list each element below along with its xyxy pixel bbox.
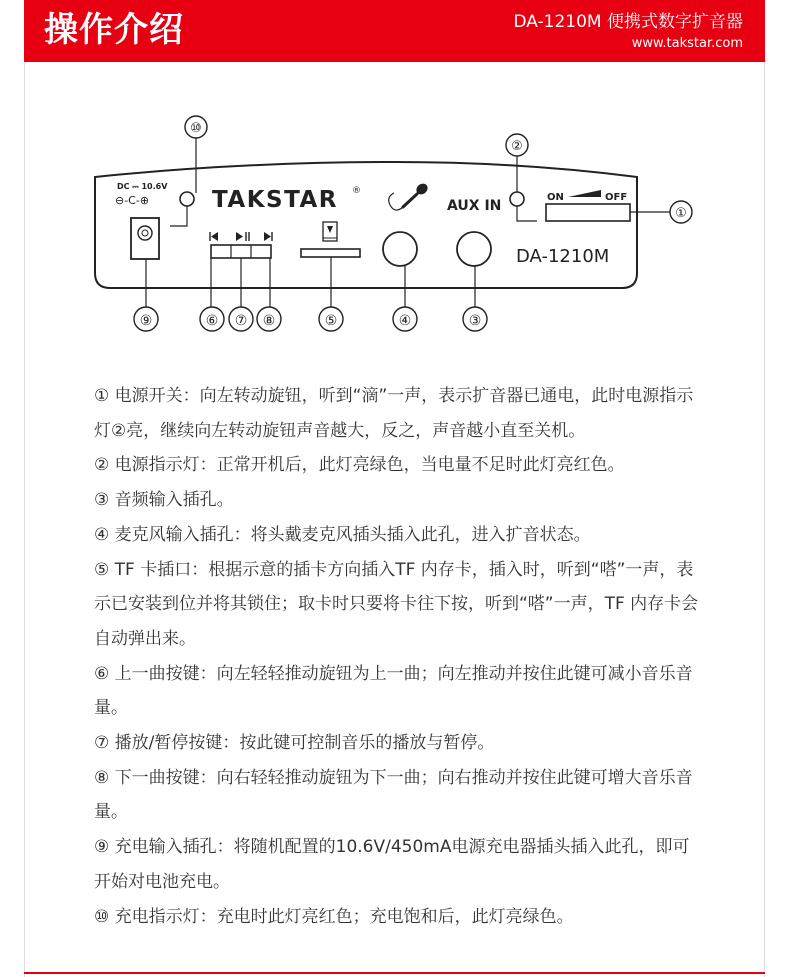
callout-8: ⑧ (262, 313, 276, 329)
mic-input-jack (383, 232, 417, 266)
desc-item-3: ③ 音频输入插孔。 (94, 490, 234, 511)
transport-switch (211, 245, 271, 258)
desc-item-9: ⑨ 充电输入插孔：将随机配置的10.6V/450mA电源充电器插头插入此孔，即可开始对电池充电。 (94, 837, 690, 892)
dc-charge-jack (131, 218, 159, 259)
power-indicator-led (510, 192, 524, 206)
panel-outline (95, 162, 637, 288)
on-label: ON (547, 192, 564, 203)
panel-model-label: DA-1210M (516, 246, 610, 267)
charge-indicator-led (180, 192, 194, 206)
desc-item-6: ⑥ 上一曲按键：向左轻轻推动旋钮为上一曲；向左推动并按住此键可减小音乐音量。 (94, 663, 693, 719)
desc-item-7: ⑦ 播放/暂停按键：按此键可控制音乐的播放与暂停。 (94, 733, 495, 754)
aux-input-jack (457, 232, 491, 266)
desc-item-4: ④ 麦克风输入插孔：将头戴麦克风插头插入此孔，进入扩音状态。 (94, 524, 591, 545)
next-icon (264, 232, 272, 241)
power-switch (546, 204, 630, 221)
callout-2: ② (511, 139, 523, 154)
bottom-divider (24, 972, 765, 974)
callout-3: ③ (468, 313, 482, 329)
off-label: OFF (605, 192, 628, 203)
product-model: DA-1210M 便携式数字扩音器 (513, 12, 743, 32)
callout-9: ⑨ (139, 313, 153, 329)
dc-voltage-label: DC ⎓ 10.6V (117, 182, 168, 191)
desc-item-8: ⑧ 下一曲按键：向右轻轻推动旋钮为下一曲；向右推动并按住此键可增大音乐音量。 (94, 767, 693, 823)
callout-5: ⑤ (324, 313, 338, 329)
previous-icon (210, 232, 218, 241)
callout-10: ⑩ (190, 121, 202, 136)
microphone-icon (389, 181, 430, 210)
desc-item-1: ① 电源开关：向左转动旋钮，听到“滴”一声，表示扩音器已通电，此时电源指示灯②亮，继续向左转动旋钮声音越大，反之，声音越小直至关机。 (94, 386, 694, 441)
aux-in-label: AUX IN (447, 198, 502, 214)
callout-7: ⑦ (234, 313, 248, 329)
website-url: www.takstar.com (631, 36, 743, 51)
tf-card-icon (323, 222, 337, 241)
page-title: 操作介绍 (44, 10, 184, 50)
desc-item-5: ⑤ TF 卡插口：根据示意的插卡方向插入TF 内存卡，插入时，听到“嗒”一声，表示已安装到位并将其锁住；取卡时只要将卡往下按，听到“嗒”一声，TF 内存卡会自动弹出来。 (94, 559, 699, 649)
desc-item-2: ② 电源指示灯：正常开机后，此灯亮绿色，当电量不足时此灯亮红色。 (94, 455, 625, 476)
description-list (94, 379, 704, 934)
device-panel-diagram (0, 0, 790, 360)
callout-1: ① (675, 206, 687, 221)
callout-6: ⑥ (205, 313, 219, 329)
play-pause-icon (236, 232, 249, 241)
callout-4: ④ (398, 313, 412, 329)
registered-mark: ® (352, 186, 361, 196)
desc-item-10: ⑩ 充电指示灯：充电时此灯亮红色；充电饱和后，此灯亮绿色。 (94, 906, 574, 927)
brand-logo: TAKSTAR (212, 187, 339, 213)
polarity-symbol: ⊖-C-⊕ (115, 194, 150, 207)
volume-ramp-icon (568, 190, 601, 197)
tf-card-slot (301, 249, 360, 257)
